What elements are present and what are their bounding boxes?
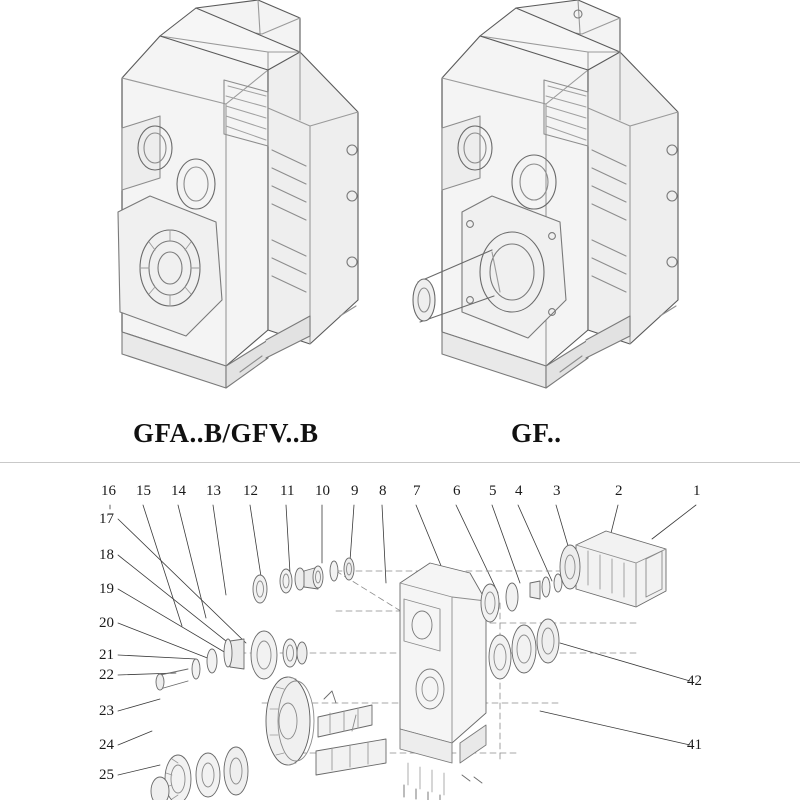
callout-25: 25 [99,767,114,783]
callout-18: 18 [99,547,114,563]
right-gearbox-drawing [413,0,678,388]
callout-3: 3 [553,483,561,499]
rings-right-of-housing [481,574,562,679]
motor-block-part [560,531,666,607]
exploded-parts-diagram [0,463,800,800]
callout-8: 8 [379,483,387,499]
exploded-view-drawing [0,463,800,800]
large-gear-part [266,677,314,765]
callout-11: 11 [280,483,295,499]
callout-16: 16 [101,483,116,499]
leader-lines-right [540,643,690,745]
callout-7: 7 [413,483,421,499]
callout-17: 17 [99,511,114,527]
callout-9: 9 [351,483,359,499]
callout-10: 10 [315,483,330,499]
callout-1: 1 [693,483,701,499]
shaft-parts [316,691,386,775]
callout-12: 12 [243,483,258,499]
callout-21: 21 [99,647,114,663]
callout-41: 41 [687,737,702,753]
callout-4: 4 [515,483,523,499]
housing-part-exploded [400,563,486,795]
callout-15: 15 [136,483,151,499]
callout-24: 24 [99,737,114,753]
callout-14: 14 [171,483,186,499]
callout-19: 19 [99,581,114,597]
callout-22: 22 [99,667,114,683]
small-rings-row-1 [253,558,354,603]
left-gearbox-drawing [118,0,358,388]
bearing-stack-lower-left [151,747,248,800]
callout-20: 20 [99,615,114,631]
fastener-pins [404,775,482,800]
callout-5: 5 [489,483,497,499]
caption-left-model: GFA..B/GFV..B [133,418,319,448]
callout-23: 23 [99,703,114,719]
callout-42: 42 [687,673,702,689]
caption-right-model: GF.. [511,418,562,448]
callout-2: 2 [615,483,623,499]
callout-13: 13 [206,483,221,499]
callout-6: 6 [453,483,461,499]
